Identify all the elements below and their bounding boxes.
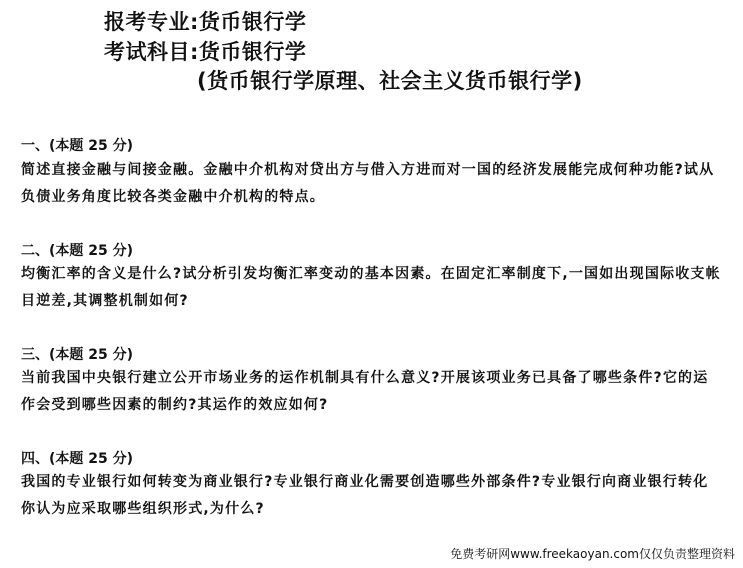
question-1-body: 简述直接金融与间接金融。金融中介机构对贷出方与借入方进而对一国的经济发展能完成何种功能?试从负债业务角度比较各类金融中介机构的特点。 (21, 162, 715, 205)
question-2-body: 均衡汇率的含义是什么?试分析引发均衡汇率变动的基本因素。在固定汇率制度下,一国如出现国际收支帐目逆差,其调整机制如何? (21, 266, 721, 309)
footer-source-note: 免费考研网www.freekaoyan.com仅仅负责整理资料 (450, 547, 735, 561)
question-4-body: 我国的专业银行如何转变为商业银行?专业银行商业化需要创造哪些外部条件?专业银行向商业银行转化你认为应采取哪些组织形式,为什么? (21, 474, 709, 517)
question-4-title: 四、(本题 25 分) (21, 451, 134, 467)
exam-major-line: 报考专业:货币银行学 (104, 10, 307, 34)
question-1-title: 一、(本题 25 分) (21, 138, 134, 154)
question-3-body: 当前我国中央银行建立公开市场业务的运作机制具有什么意义?开展该项业务已具备了哪些条件?它的运作会受到哪些因素的制约?其运作的效应如何? (21, 370, 709, 413)
question-3-title: 三、(本题 25 分) (21, 347, 134, 363)
exam-subtitle: (货币银行学原理、社会主义货币银行学) (197, 69, 583, 93)
exam-subject-line: 考试科目:货币银行学 (104, 40, 307, 64)
question-2-title: 二、(本题 25 分) (21, 243, 134, 259)
